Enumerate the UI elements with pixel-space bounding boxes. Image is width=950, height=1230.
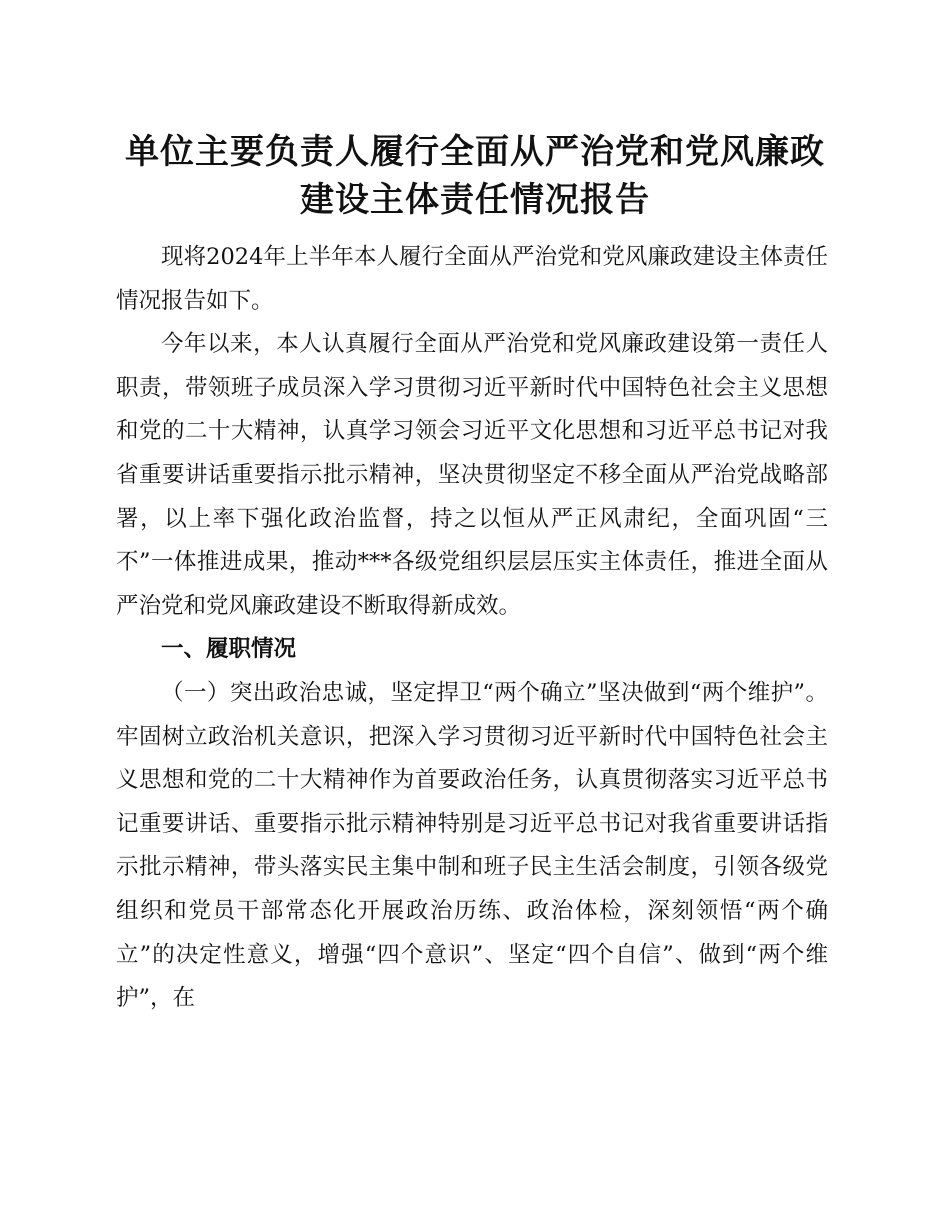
overview-paragraph: 今年以来，本人认真履行全面从严治党和党风廉政建设第一责任人职责，带领班子成员深入学习贯彻习近平新时代中国特色社会主义思想和党的二十大精神，认真学习领会习近平文化思想和习近平总书记对我省重要讲话重要指示批示精神，坚决贯彻坚定不移全面从严治党战略部署，以上率下强化政治监督，持之以恒从严正风肃纪，全面巩固“三不”一体推进成果，推动***各级党组织层层压实主体责任，推进全面从严治党和党风廉政建设不断取得新成效。	[116, 331, 828, 619]
title-line-1: 单位主要负责人履行全面从严治党和党风廉政	[125, 132, 825, 172]
document-body	[116, 236, 828, 1021]
intro-paragraph: 现将2024年上半年本人履行全面从严治党和党风廉政建设主体责任情况报告如下。	[116, 244, 828, 314]
section-1-paragraph: （一）突出政治忠诚，坚定捍卫“两个确立”坚决做到“两个维护”。牢固树立政治机关意识，把深入学习贯彻习近平新时代中国特色社会主义思想和党的二十大精神作为首要政治任务，认真贯彻落实习近平总书记重要讲话、重要指示批示精神特别是习近平总书记对我省重要讲话指示批示精神，带头落实民主集中制和班子民主生活会制度，引领各级党组织和党员干部常态化开展政治历练、政治体检，深刻领悟“两个确立”的决定性意义，增强“四个意识”、坚定“四个自信”、做到“两个维护”，在	[116, 679, 828, 1012]
section-heading: 一、履职情况	[161, 636, 297, 663]
title-line-2: 建设主体责任情况报告	[300, 180, 650, 220]
document-title	[110, 128, 840, 224]
